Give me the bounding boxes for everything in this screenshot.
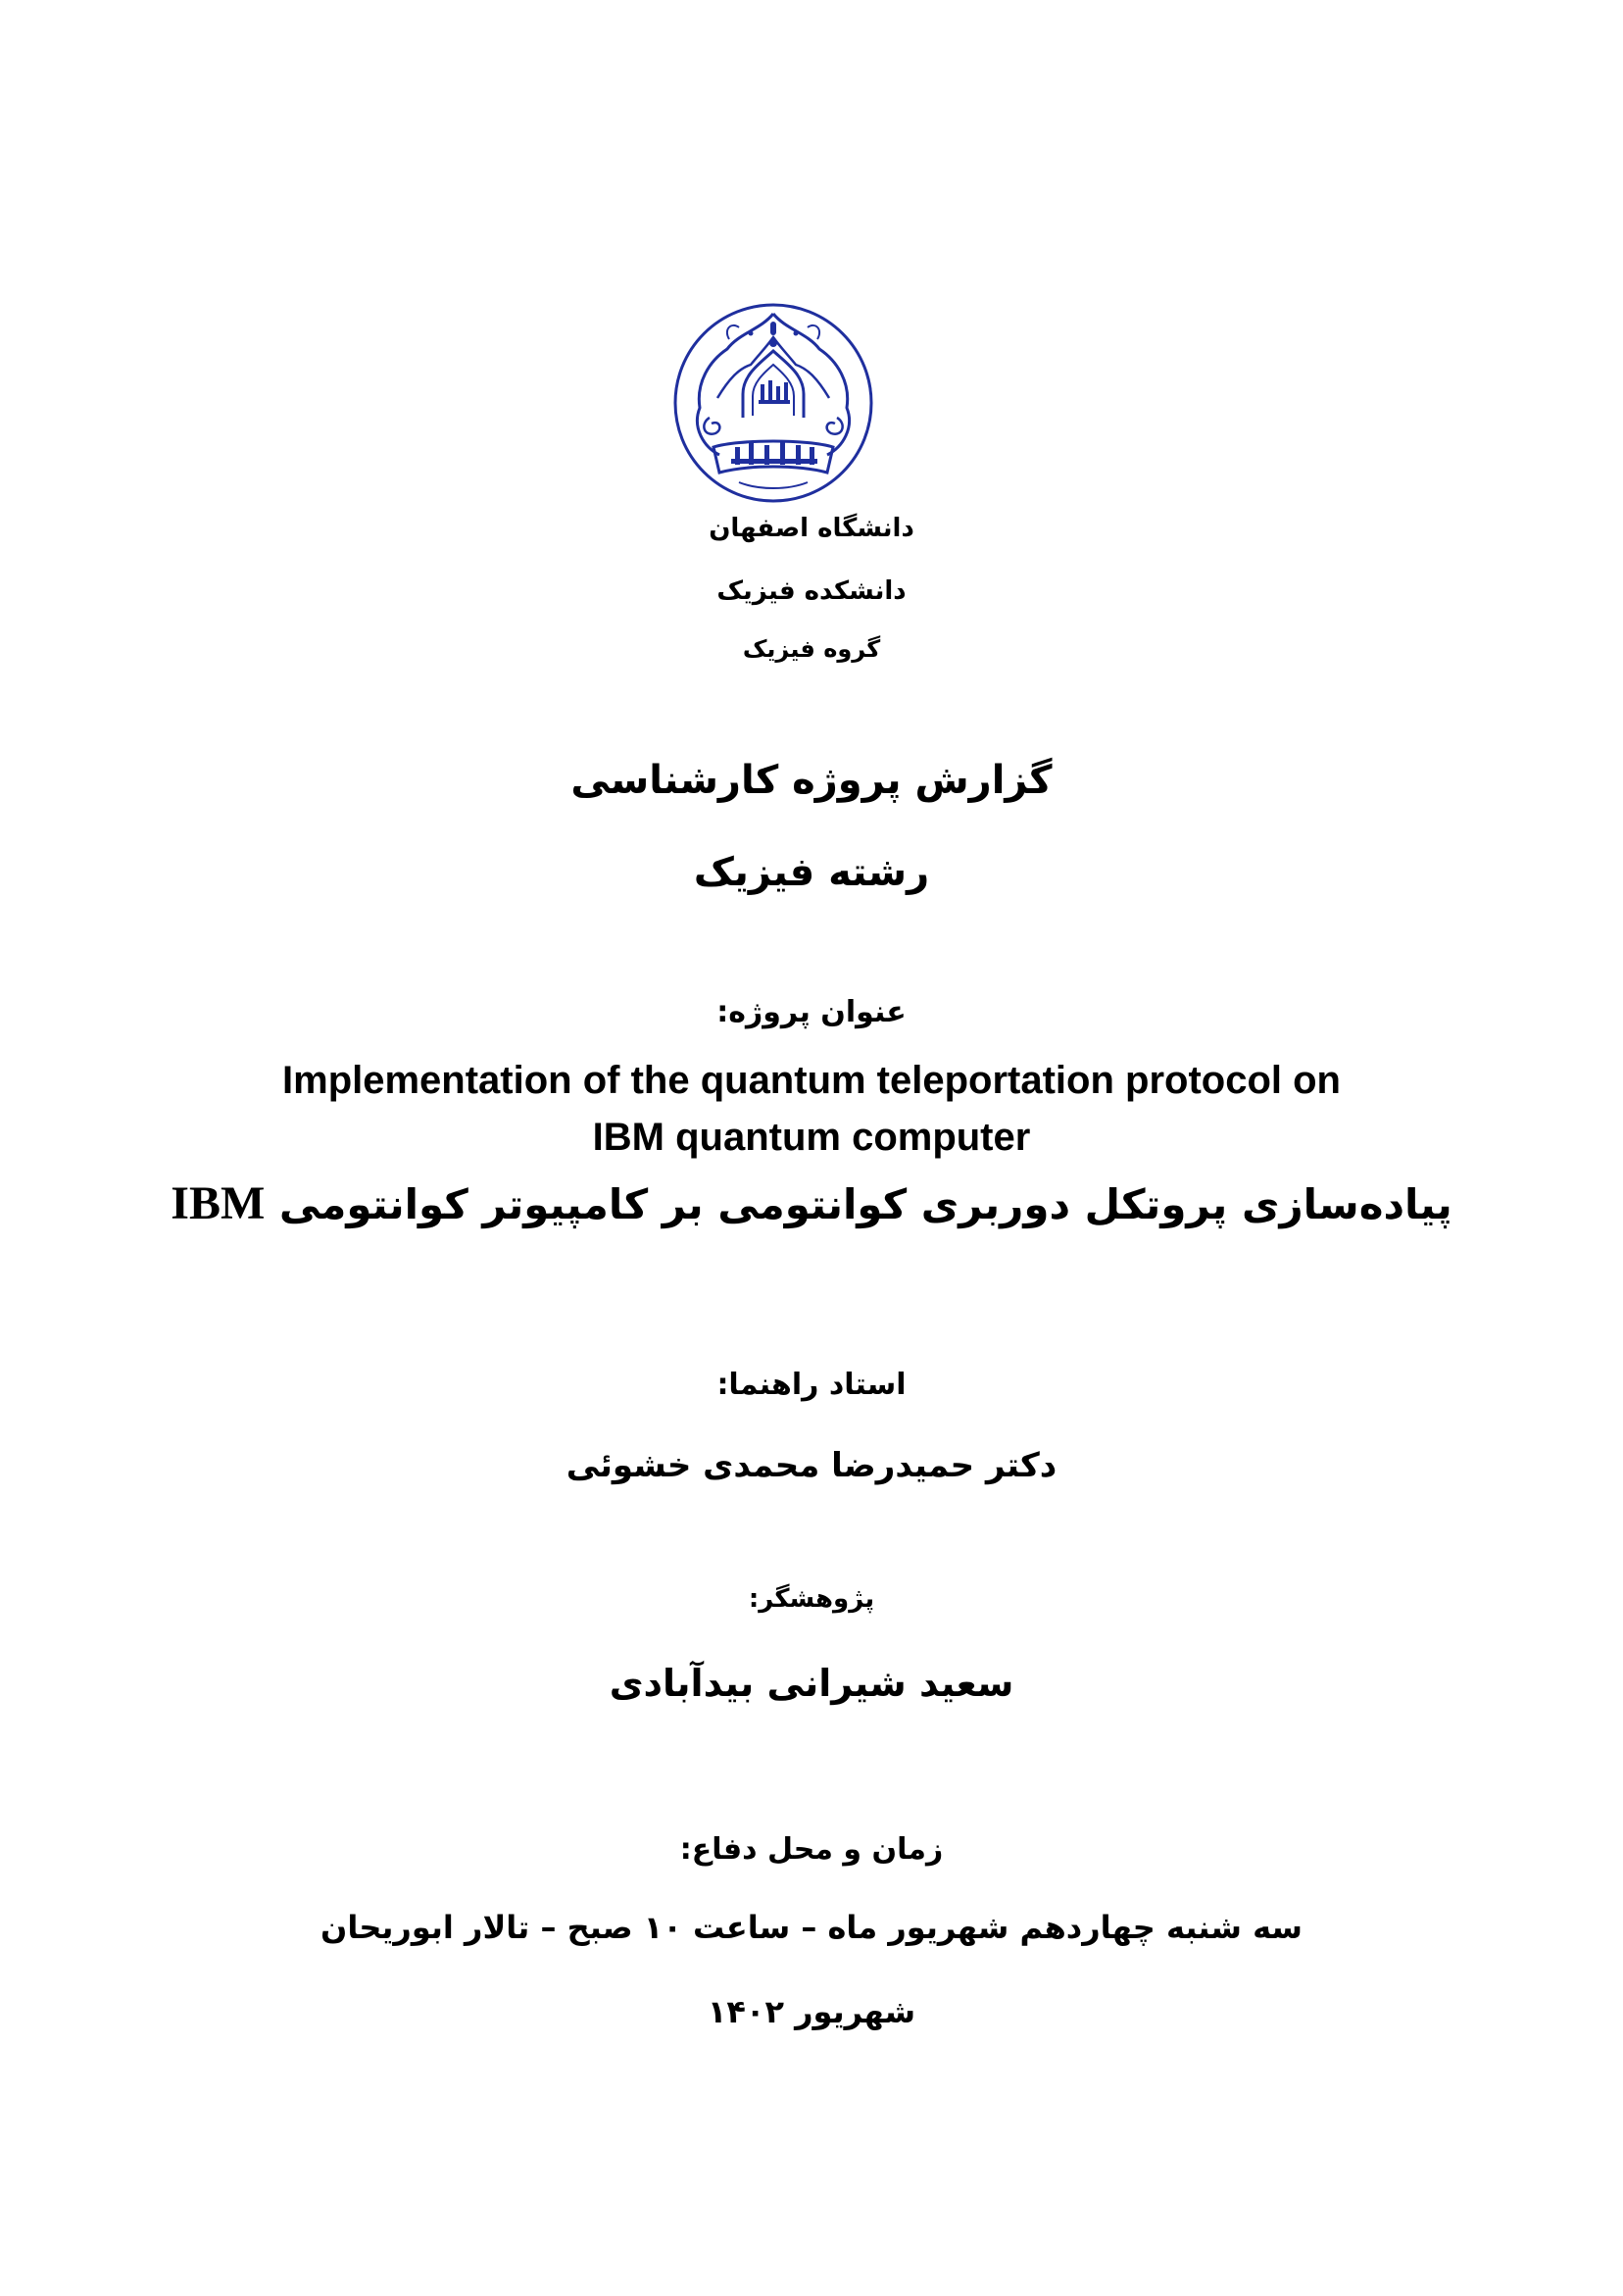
project-title-english-line-2: IBM quantum computer [592, 1116, 1031, 1159]
project-title-ibm: IBM [171, 1177, 266, 1229]
defense-label: زمان و محل دفاع: [679, 1832, 944, 1867]
project-title-english-line-1: Implementation of the quantum teleportation protocol on [282, 1059, 1341, 1102]
field-of-study: رشته فیزیک [693, 850, 930, 895]
supervisor-label: استاد راهنما: [716, 1368, 907, 1402]
project-title-persian-text: پیاده‌سازی پروتکل دوربری کوانتومی بر کامپیوتر کوانتومی [278, 1180, 1452, 1228]
project-title-label: عنوان پروژه: [716, 995, 907, 1029]
researcher-name: سعید شیرانی بیدآبادی [609, 1662, 1014, 1705]
defense-details: سه شنبه چهاردهم شهریور ماه – ساعت ۱۰ صبح – تالار ابوریحان [320, 1909, 1303, 1946]
project-title-persian [0, 1177, 1623, 1229]
report-date: شهریور ۱۴۰۲ [707, 1993, 916, 2030]
report-type: گزارش پروژه کارشناسی [570, 758, 1053, 803]
faculty-name: دانشکده فیزیک [716, 576, 907, 606]
university-name: دانشگاه اصفهان [709, 514, 914, 543]
department-name: گروه فیزیک [742, 635, 881, 663]
university-of-isfahan-seal-icon [670, 300, 876, 506]
supervisor-name: دکتر حمیدرضا محمدی خشوئی [566, 1446, 1057, 1485]
researcher-label: پژوهشگر: [748, 1584, 875, 1614]
